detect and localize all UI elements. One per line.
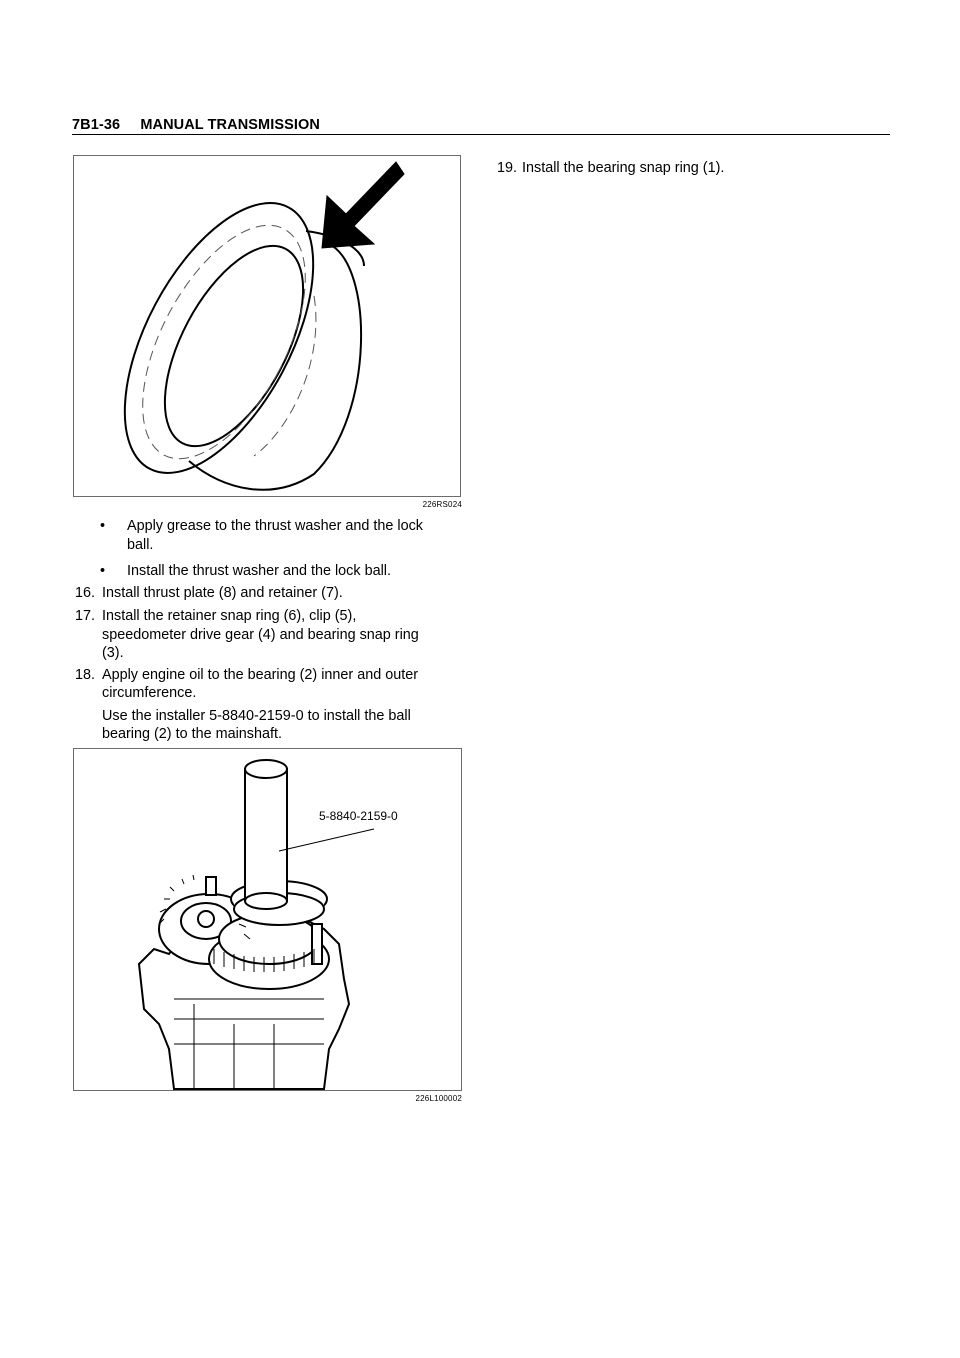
figure-thrust-washer [73,155,461,497]
thrust-washer-illustration [74,156,462,498]
installer-callout-label: 5-8840-2159-0 [319,809,398,823]
bullet-mark-2: • [100,563,106,579]
page-header [72,116,890,135]
installer-illustration [74,749,463,1092]
section-number: 7B1-36 [72,117,121,133]
step-19-number: 19. [497,160,518,176]
step-19-text: Install the bearing snap ring (1). [522,160,725,176]
step-18-number: 18. [75,667,96,683]
step-17-line-3: (3). [102,645,124,661]
figure-id-2: 226L100002 [415,1094,462,1103]
step-16-number: 16. [75,585,96,601]
bullet-text-1b: ball. [127,537,154,553]
step-18-line-2: circumference. [102,685,197,701]
bullet-mark-1: • [100,518,106,534]
arrow-indicator [322,162,404,248]
step-16-text: Install thrust plate (8) and retainer (7). [102,585,343,601]
step-18-extra-1: Use the installer 5-8840-2159-0 to install the ball [102,708,411,724]
step-17-line-1: Install the retainer snap ring (6), clip (5), [102,608,357,624]
bullet-text-1a: Apply grease to the thrust washer and the lock [127,518,423,534]
figure-installer [73,748,462,1091]
step-17-line-2: speedometer drive gear (4) and bearing snap ring [102,627,419,643]
bullet-text-2: Install the thrust washer and the lock ball. [127,563,391,579]
figure-id-1: 226RS024 [422,500,462,509]
step-18-line-1: Apply engine oil to the bearing (2) inner and outer [102,667,419,683]
section-title: MANUAL TRANSMISSION [140,117,320,133]
step-18-extra-2: bearing (2) to the mainshaft. [102,726,282,742]
step-17-number: 17. [75,608,96,624]
